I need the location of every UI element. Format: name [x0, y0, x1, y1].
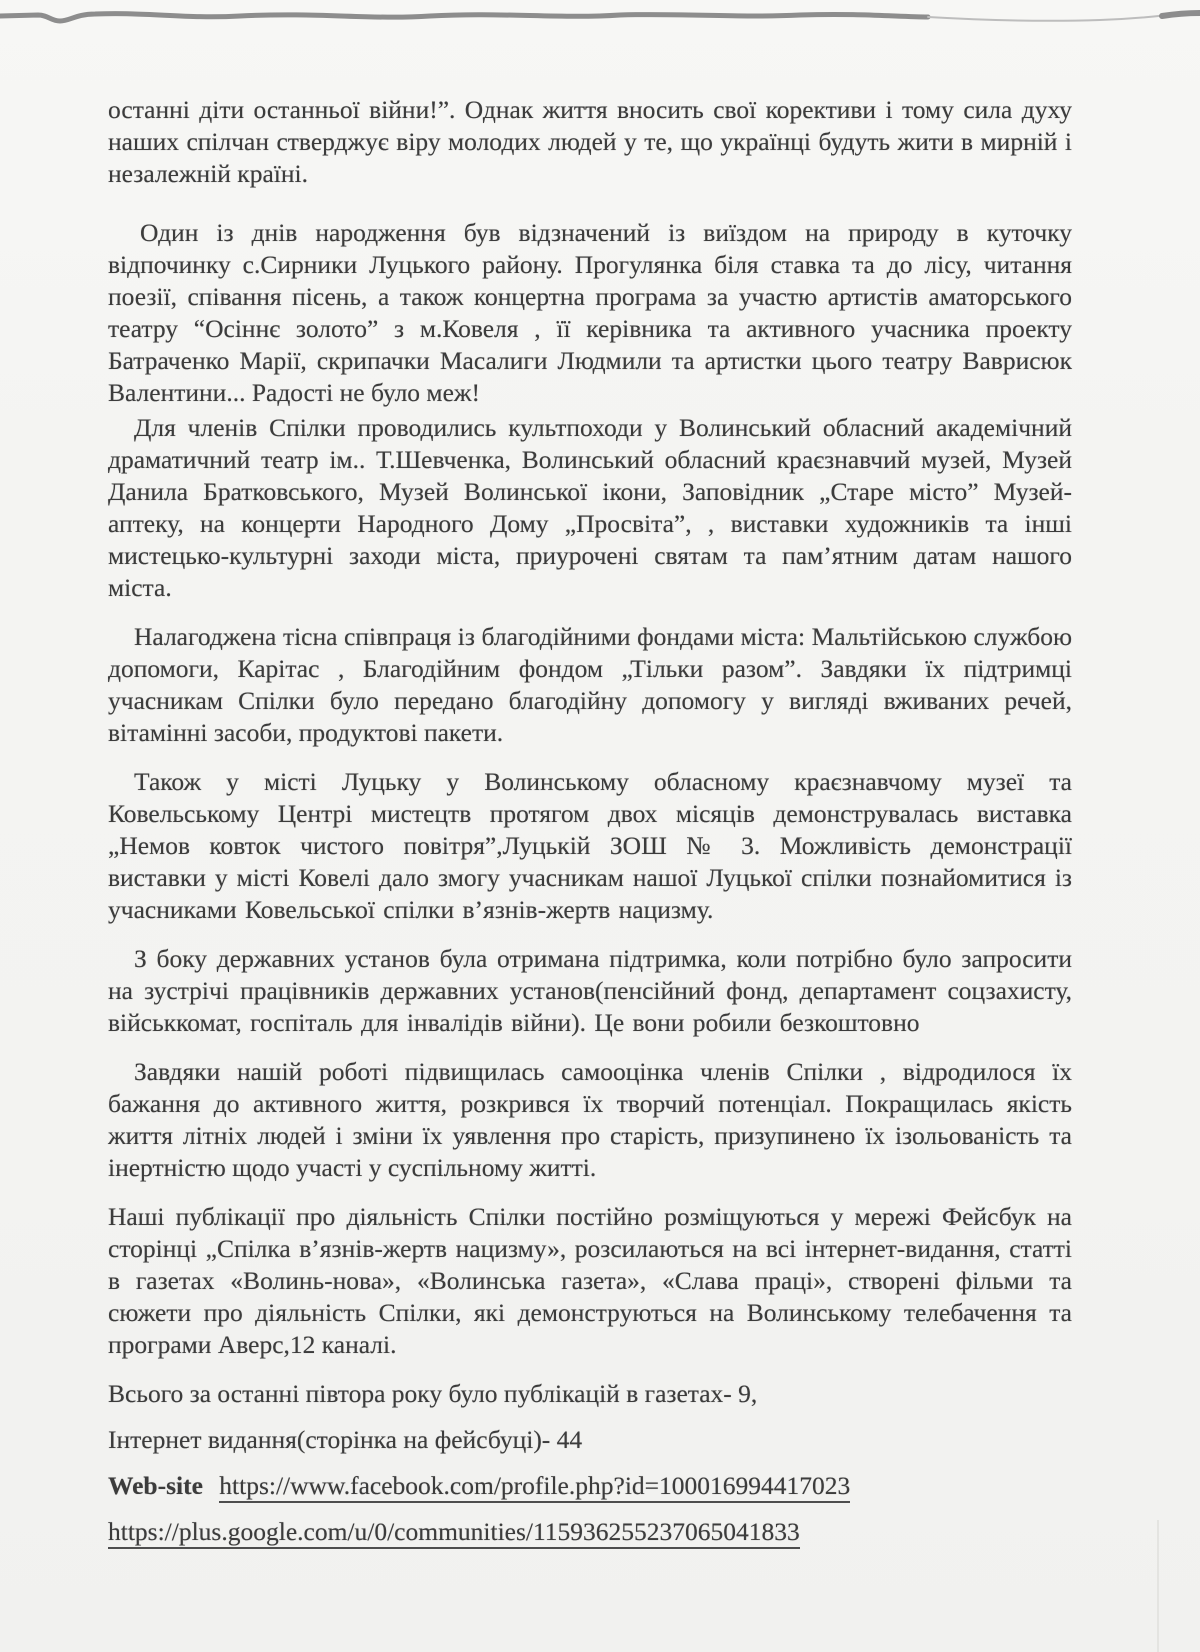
paragraph-charity-funds: Налагоджена тісна співпраця із благодійними фондами міста: Мальтійською службою допомоги, Карітас , Благодійним фондом „Тільки разом”. Завдяки їх підтримці учасникам Спілки було передано благодійну допомогу у вигляді вживаних речей, вітамінні засоби, продуктові пакети.: [108, 622, 1072, 747]
scan-artifact-top-line: [0, 0, 1200, 40]
paragraph-exhibition: Також у місті Луцьку у Волинському обласному краєзнавчому музеї та Ковельському Центрі мистецтв протягом двох місяців демонструвалась виставка „Немов ковток чистого повітря”,Луцькій ЗОШ № 3. Можливість демонстрації виставки у місті Ковелі дало змогу учасникам нашої Луцької спілки познайомитися із учасниками Ковельської спілки в’язнів-жертв нацизму.: [108, 767, 1072, 924]
scan-artifact-right-edge: [1157, 1520, 1159, 1652]
google-community-link[interactable]: https://plus.google.com/u/0/communities/115936255237065041833: [108, 1517, 800, 1549]
stat-internet-count: Інтернет видання(сторінка на фейсбуці)- 44: [108, 1425, 583, 1454]
paragraph-state-institutions: З боку державних установ була отримана підтримка, коли потрібно було запросити на зустрічі працівників державних установ(пенсійний фонд, департамент соцзахисту, військкомат, госпіталь для інвалідів війни). Це вони робили безкоштовно: [108, 944, 1072, 1037]
paragraph-continuation: останні діти останньої війни!”. Однак життя вносить свої корективи і тому сила духу наших спілчан стверджує віру молодих людей у те, що українці будуть жити в мирній і незалежній країні.: [108, 95, 1072, 188]
website-line: [108, 1470, 1072, 1502]
document-text: [108, 94, 1072, 1562]
paragraph-birthday-outing: Один із днів народження був відзначений із виїздом на природу в куточку відпочинку с.Сирники Луцького району. Прогулянка біля ставка та до лісу, читання поезії, співання пісень, а також концертна програма за участю артистів аматорського театру “Осіннє золото” з м.Ковеля , її керівника та активного учасника проекту Батраченко Марії, скрипачки Масалиги Людмили та артистки цього театру Ваврисюк Валентини... Радості не було меж!: [108, 218, 1072, 407]
paragraph-publications: Наші публікації про діяльність Спілки постійно розміщуються у мережі Фейсбук на сторінці „Спілка в’язнів-жертв нацизму», розсилаються на всі інтернет-видання, статті в газетах «Волинь-нова», «Волинська газета», «Слава праці», створені фільми та сюжети про діяльність Спілки, які демонструються на Волинському телебачення та програми Аверс,12 каналі.: [108, 1202, 1072, 1359]
paragraph-results: Завдяки нашій роботі підвищилась самооцінка членів Спілки , відродилося їх бажання до активного життя, розкрився їх творчий потенціал. Покращилась якість життя літніх людей і зміни їх уявлення про старість, призупинено їх ізольованість та інертністю щодо участі у суспільному житті.: [108, 1057, 1072, 1182]
website-label: Web-site: [108, 1471, 203, 1500]
facebook-profile-link[interactable]: https://www.facebook.com/profile.php?id=100016994417023: [219, 1471, 850, 1503]
google-community-line: [108, 1516, 1072, 1548]
stat-newspapers-count: Всього за останні півтора року було публікацій в газетах- 9,: [108, 1379, 758, 1408]
paragraph-culture-visits: Для членів Спілки проводились культпоходи у Волинський обласний академічний драматичний театр ім.. Т.Шевченка, Волинський обласний краєзнавчий музей, Музей Данила Братковського, Музей Волинської ікони, Заповідник „Старе місто” Музей-аптеку, на концерти Народного Дому „Просвіта”, , виставки художників та інші мистецько-культурні заходи міста, приурочені святам та пам’ятним датам нашого міста.: [108, 413, 1072, 602]
